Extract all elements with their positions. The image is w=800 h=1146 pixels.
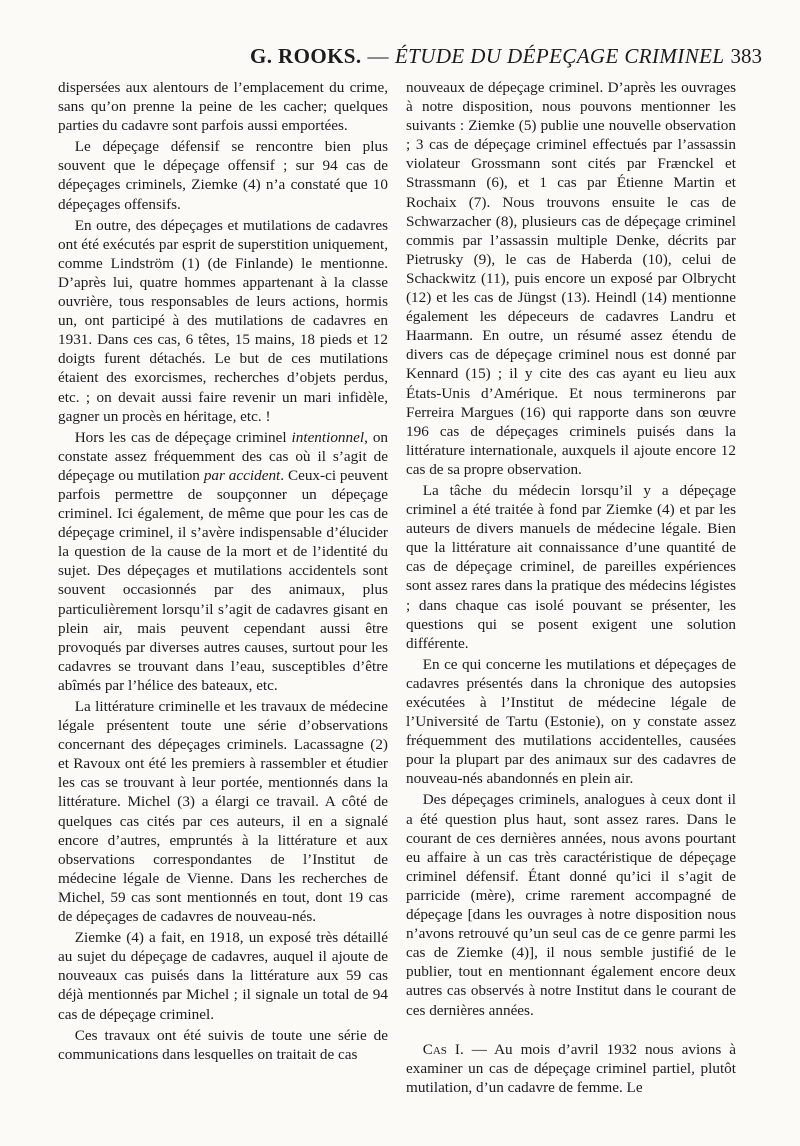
case-paragraph [406, 1040, 736, 1097]
paragraph: Le dépeçage défensif se rencontre bien plus souvent que le dépeçage offensif ; sur 94 cas de dépeçages criminels, Ziemke (4) n’a constaté que 10 dépeçages offensifs. [58, 138, 388, 213]
paragraph: dispersées aux alentours de l’emplacement du crime, sans qu’on prenne la peine de les cacher; quelques parties du cadavre sont parfois aussi emportées. [58, 79, 388, 135]
paragraph: En ce qui concerne les mutilations et dépeçages de cadavres présentés dans la chronique des autopsies exécutées à l’Institut de médecine légale de l’Université de Tartu (Estonie), on y constate assez fréquemment des mutilations accidentelles, causées pour la plupart par des animaux sur des cadavres de nouveau-nés abandonnés en plein air. [406, 655, 736, 788]
text-run: , on constate assez fréquemment des cas où il s’agit de dépeçage ou mutilation [58, 428, 389, 484]
paragraph: Des dépeçages criminels, analogues à ceux dont il a été question plus haut, sont assez rares. Dans le courant de ces dernières années, nous avons pourtant eu affaire à un cas très caractéristique de dépeçage criminel défensif. Étant donné qu’ici il s’agit de parricide (mère), crime rarement accompagné de dépeçage [dans les ouvrages à notre disposition nous n’avons retrouvé qu’un seul cas de ce genre parmi les cas de Ziemke (4)], il nous semble justifié de le publier, tout en mentionnant également encore deux autres cas observés à notre Institut dans le courant de ces dernières années. [406, 791, 736, 1019]
text-run: . Ceux-ci peuvent parfois permettre de soupçonner un dépeçage criminel. Ici également, de même que pour les cas de dépeçage criminel, il s’avère indispensable d’élucider la question de la cause de la mort et de l’identité du sujet. Des dépeçages et mutilations accidentels sont souvent occasionnés par des animaux, plus particulièrement lorsqu’il s’agit de cadavres gisant en plein air, mais peuvent cependant aussi être provoqués par diverses autres causes, surtout pour les cadavres se trouvant dans l’eau, susceptibles d’être abîmés par l’hélice des bateaux, etc. [58, 466, 389, 694]
header-title: ÉTUDE DU DÉPEÇAGE CRIMINEL [394, 44, 725, 68]
case-text: — Au mois d’avril 1932 nous avions à examiner un cas de dépeçage criminel partiel, plutôt mutilation, d’un cadavre de femme. Le [406, 1040, 737, 1096]
italic-term: intentionnel [291, 428, 365, 446]
paragraph: La littérature criminelle et les travaux de médecine légale présentent toute une série d’observations concernant des dépeçages criminels. Lacassagne (2) et Ravoux ont été les premiers à rassembler et étudier les cas se trouvant à leur portée, mentionnés dans la littérature. Michel (3) a élargi ce travail. A côté de quelques cas cités par ces auteurs, il en a signalé encore d’autres, empruntés à la littérature et aux observations correspondantes de l’Institut de médecine légale de Vienne. Dans les recherches de Michel, 59 cas sont mentionnés en tout, dont 19 cas de dépeçages de cadavres de nouveau-nés. [58, 698, 388, 926]
paragraph: nouveaux de dépeçage criminel. D’après les ouvrages à notre disposition, nous pouvons mentionner les suivants : Ziemke (5) publie une nouvelle observation ; 3 cas de dépeçage criminel effectués par l’assassin violateur Grossmann sont cités par Frænckel et Strassmann (6), et 1 cas par Étienne Martin et Rochaix (7). Nous trouvons ensuite le cas de Schwarzacher (8), plusieurs cas de dépeçage criminel commis par l’assassin multiple Denke, décrits par Pietrusky (9), le cas de Haberda (10), celui de Schackwitz (11), puis encore un exposé par Olbrycht (12) et les cas de Jüngst (13). Heindl (14) mentionne également les dépeceurs de cadavres Landru et Haarmann. En outre, un résumé assez étendu de divers cas de dépeçage criminel nous est donné par Kennard (15) ; il y cite des cas ayant eu lieu aux États-Unis d’Amérique. Et nous terminerons par Ferreira Margues (16) qui rapporte dans son œuvre 196 cas de dépeçages criminels puisés dans la littérature internationale, auxquels il ajoute encore 12 cas de sa propre observation. [406, 79, 736, 478]
running-head [250, 44, 724, 69]
header-author: G. ROOKS. [250, 44, 362, 68]
running-header [60, 44, 764, 70]
page-number: 383 [730, 44, 762, 68]
case-label: Cas I. [422, 1040, 464, 1058]
header-dash: — [367, 44, 389, 68]
paragraph: Ces travaux ont été suivis de toute une série de communications dans lesquelles on traitait de cas [58, 1026, 388, 1063]
paragraph [58, 428, 388, 695]
paragraph: En outre, des dépeçages et mutilations de cadavres ont été exécutés par esprit de superstition uniquement, comme Lindström (1) (de Finlande) le mentionne. D’après lui, quatre hommes appartenant à la classe ouvrière, tous responsables de leurs actions, hormis un, ont participé à des mutilations de cadavres en 1931. Dans ces cas, 6 têtes, 15 mains, 18 pieds et 12 doigts furent détachés. Le but de ces mutilations étaient des exorcismes, recherches d’objets perdus, etc. ; on devait aussi faire revenir un mari infidèle, gagner un procès en héritage, etc. ! [58, 216, 388, 425]
paragraph: Ziemke (4) a fait, en 1918, un exposé très détaillé au sujet du dépeçage de cadavres, auquel il ajoute de nouveaux cas puisés dans la littérature aux 59 cas déjà mentionnés par Michel ; il signale un total de 94 cas de dépeçage criminel. [58, 929, 388, 1023]
text-run: Hors les cas de dépeçage criminel [74, 428, 292, 446]
left-column [58, 78, 388, 1064]
paragraph: La tâche du médecin lorsqu’il y a dépeçage criminel a été traitée à fond par Ziemke (4) et par les auteurs de divers manuels de médecine légale. Bien que la littérature ait connaissance d’une quantité de cas de dépeçage criminel, de pareilles expériences sont assez rares dans la pratique des médecins légistes ; dans chaque cas isolé pouvant se présenter, les questions qui se posent exigent une solution différente. [406, 481, 736, 652]
right-column [406, 78, 736, 1097]
italic-term: par accident [203, 466, 281, 484]
